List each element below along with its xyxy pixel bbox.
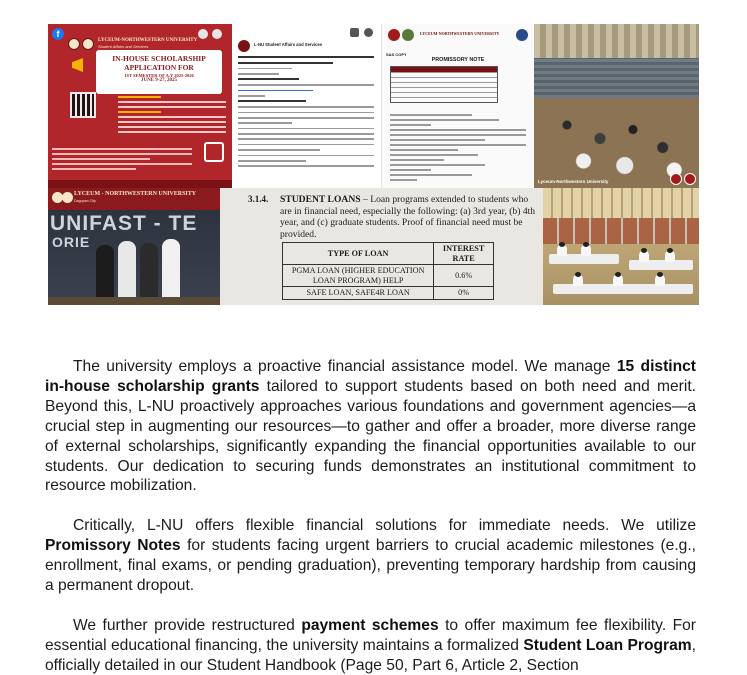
student-head: [575, 272, 581, 277]
form-university-name: LYCEUM-NORTHWESTERN UNIVERSITY: [420, 31, 500, 36]
group-photo-image: [48, 188, 220, 305]
post-author: L-NU Student Affairs and Services: [254, 42, 323, 47]
form-copy-label: SAS COPY: [386, 52, 407, 57]
exam-hall-image: [543, 188, 699, 305]
scholarship-poster-image: [48, 24, 232, 188]
grid-icon: [350, 28, 359, 37]
loan-type-cell: SAFE LOAN, SAFE4R LOAN: [283, 287, 434, 300]
university-seal-icon: [68, 38, 80, 50]
interest-rate-cell: 0.6%: [434, 265, 494, 287]
form-fields-table: [390, 66, 498, 103]
social-post-image: [232, 24, 382, 188]
page-avatar: [238, 40, 250, 52]
poster-university-name: LYCEUM-NORTHWESTERN UNIVERSITY: [98, 38, 198, 43]
floor: [48, 297, 220, 305]
poster-note-text: [52, 148, 192, 173]
poster-title-card: [96, 50, 222, 94]
emphasis-student-loan-program: Student Loan Program: [523, 636, 692, 654]
emphasis-promissory-notes: Promissory Notes: [45, 537, 181, 555]
hall-wall: [543, 218, 699, 244]
hand-form-icon: [204, 142, 224, 162]
paragraph-promissory-notes: [45, 516, 696, 596]
student-head: [657, 272, 663, 277]
photo-collage: [48, 24, 699, 305]
loan-table-header: TYPE OF LOAN: [283, 243, 434, 265]
megaphone-icon: [72, 58, 92, 72]
form-body-text: [390, 114, 526, 184]
section-number: 3.1.4.: [248, 194, 269, 204]
university-seal-icon: [388, 29, 400, 41]
emphasis-scholarship-grants: 15 distinct in-house scholarship grants: [45, 358, 696, 395]
table-row: [283, 287, 494, 300]
interest-rate-cell: 0%: [434, 287, 494, 300]
student-head: [641, 248, 647, 253]
text-run: , officially detailed in our Student Handbook (Page 50, Part 6, Article 2, Section: [45, 636, 697, 674]
student-head: [583, 242, 589, 247]
event-caption: Lyceum-Northwestern University: [538, 179, 609, 184]
table-row: [283, 265, 494, 287]
loan-table-header: INTEREST RATE: [434, 243, 494, 265]
banner-subtitle: Dagupan City: [74, 199, 96, 203]
text-run: Critically, L-NU offers flexible financial solutions for immediate needs. We utilize: [73, 517, 696, 535]
university-seal-icon: [670, 173, 682, 185]
banner-title: LYCEUM - NORTHWESTERN UNIVERSITY: [74, 191, 197, 197]
emphasis-payment-schemes: payment schemes: [301, 616, 439, 634]
gym-roof: [534, 24, 699, 58]
university-seal-icon: [82, 38, 94, 50]
backdrop-banner: [48, 188, 220, 210]
loan-table: [282, 242, 494, 300]
poster-title-line: IN-HOUSE SCHOLARSHIP: [112, 54, 206, 63]
post-body-text: [238, 56, 374, 171]
qr-code-icon: [70, 92, 96, 118]
poster-footer: [48, 180, 232, 188]
paragraph-scholarships: [45, 357, 696, 496]
poster-title-line: APPLICATION FOR: [124, 63, 194, 72]
handbook-excerpt-image: [220, 188, 543, 305]
hall-roof: [543, 188, 699, 218]
form-title: PROMISSORY NOTE: [431, 57, 485, 63]
student-head: [667, 248, 673, 253]
accreditation-logo-icon: [516, 29, 528, 41]
poster-title-line: 1ST SEMESTER OF A.Y 2025-2026: [124, 73, 194, 78]
handbook-heading: STUDENT LOANS: [280, 194, 361, 205]
university-seal-icon: [62, 192, 73, 203]
text-run: for students facing urgent barriers to crucial academic milestones (e.g., enrollment, final exams, or pending graduation), preventing temporary hardship from causing a permanent dropout.: [45, 537, 697, 595]
facebook-icon: f: [52, 28, 64, 40]
text-run: to offer maximum fee flexibility. For essential educational financing, the university maintains a formalized: [45, 616, 696, 654]
person: [162, 239, 180, 299]
text-run: We further provide restructured: [73, 616, 302, 634]
poster-office-name: Student Affairs and Services: [98, 44, 149, 49]
text-run: tailored to support students based on both need and merit. Beyond this, L-NU proactively approaches various foundations and government agencies—a crucial step in augmenting our resources—to gather and offer a broader, more diverse range of external scholarships, significantly expanding the financial opportunities available to our students. Our dedication to securing funds demonstrates an institutional commitment to resource mobilization.: [45, 377, 696, 495]
person: [140, 243, 158, 299]
paragraph-payment-schemes: [45, 616, 696, 675]
student-head: [559, 242, 565, 247]
person: [118, 241, 136, 299]
more-icon: [364, 28, 373, 37]
backdrop-text: ORIE: [52, 234, 91, 250]
loan-type-cell: PGMA LOAN (HIGHER EDUCATION LOAN PROGRAM) HELP: [283, 265, 434, 287]
promissory-note-image: [382, 24, 534, 188]
handbook-body: – Loan programs extended to students who are in financial need, especially the following: (a) 3rd year, (b) 4th year, and (c) graduate students. Proof of financial need must be provided.: [280, 194, 536, 240]
university-seal-icon: [684, 173, 696, 185]
handbook-paragraph: [280, 194, 536, 240]
poster-dates: JUNE 9-27, 2025: [141, 78, 177, 83]
event-photo-image: [534, 24, 699, 188]
university-seal-icon: [402, 29, 414, 41]
text-run: The university employs a proactive financial assistance model. We manage: [73, 358, 617, 375]
desk-row: [629, 260, 693, 270]
article-body: [45, 357, 696, 675]
backdrop-text: UNIFAST - TE: [50, 212, 198, 235]
student-head: [615, 272, 621, 277]
person: [96, 245, 114, 299]
poster-steps-text: [118, 96, 226, 136]
bleachers: [534, 58, 699, 98]
